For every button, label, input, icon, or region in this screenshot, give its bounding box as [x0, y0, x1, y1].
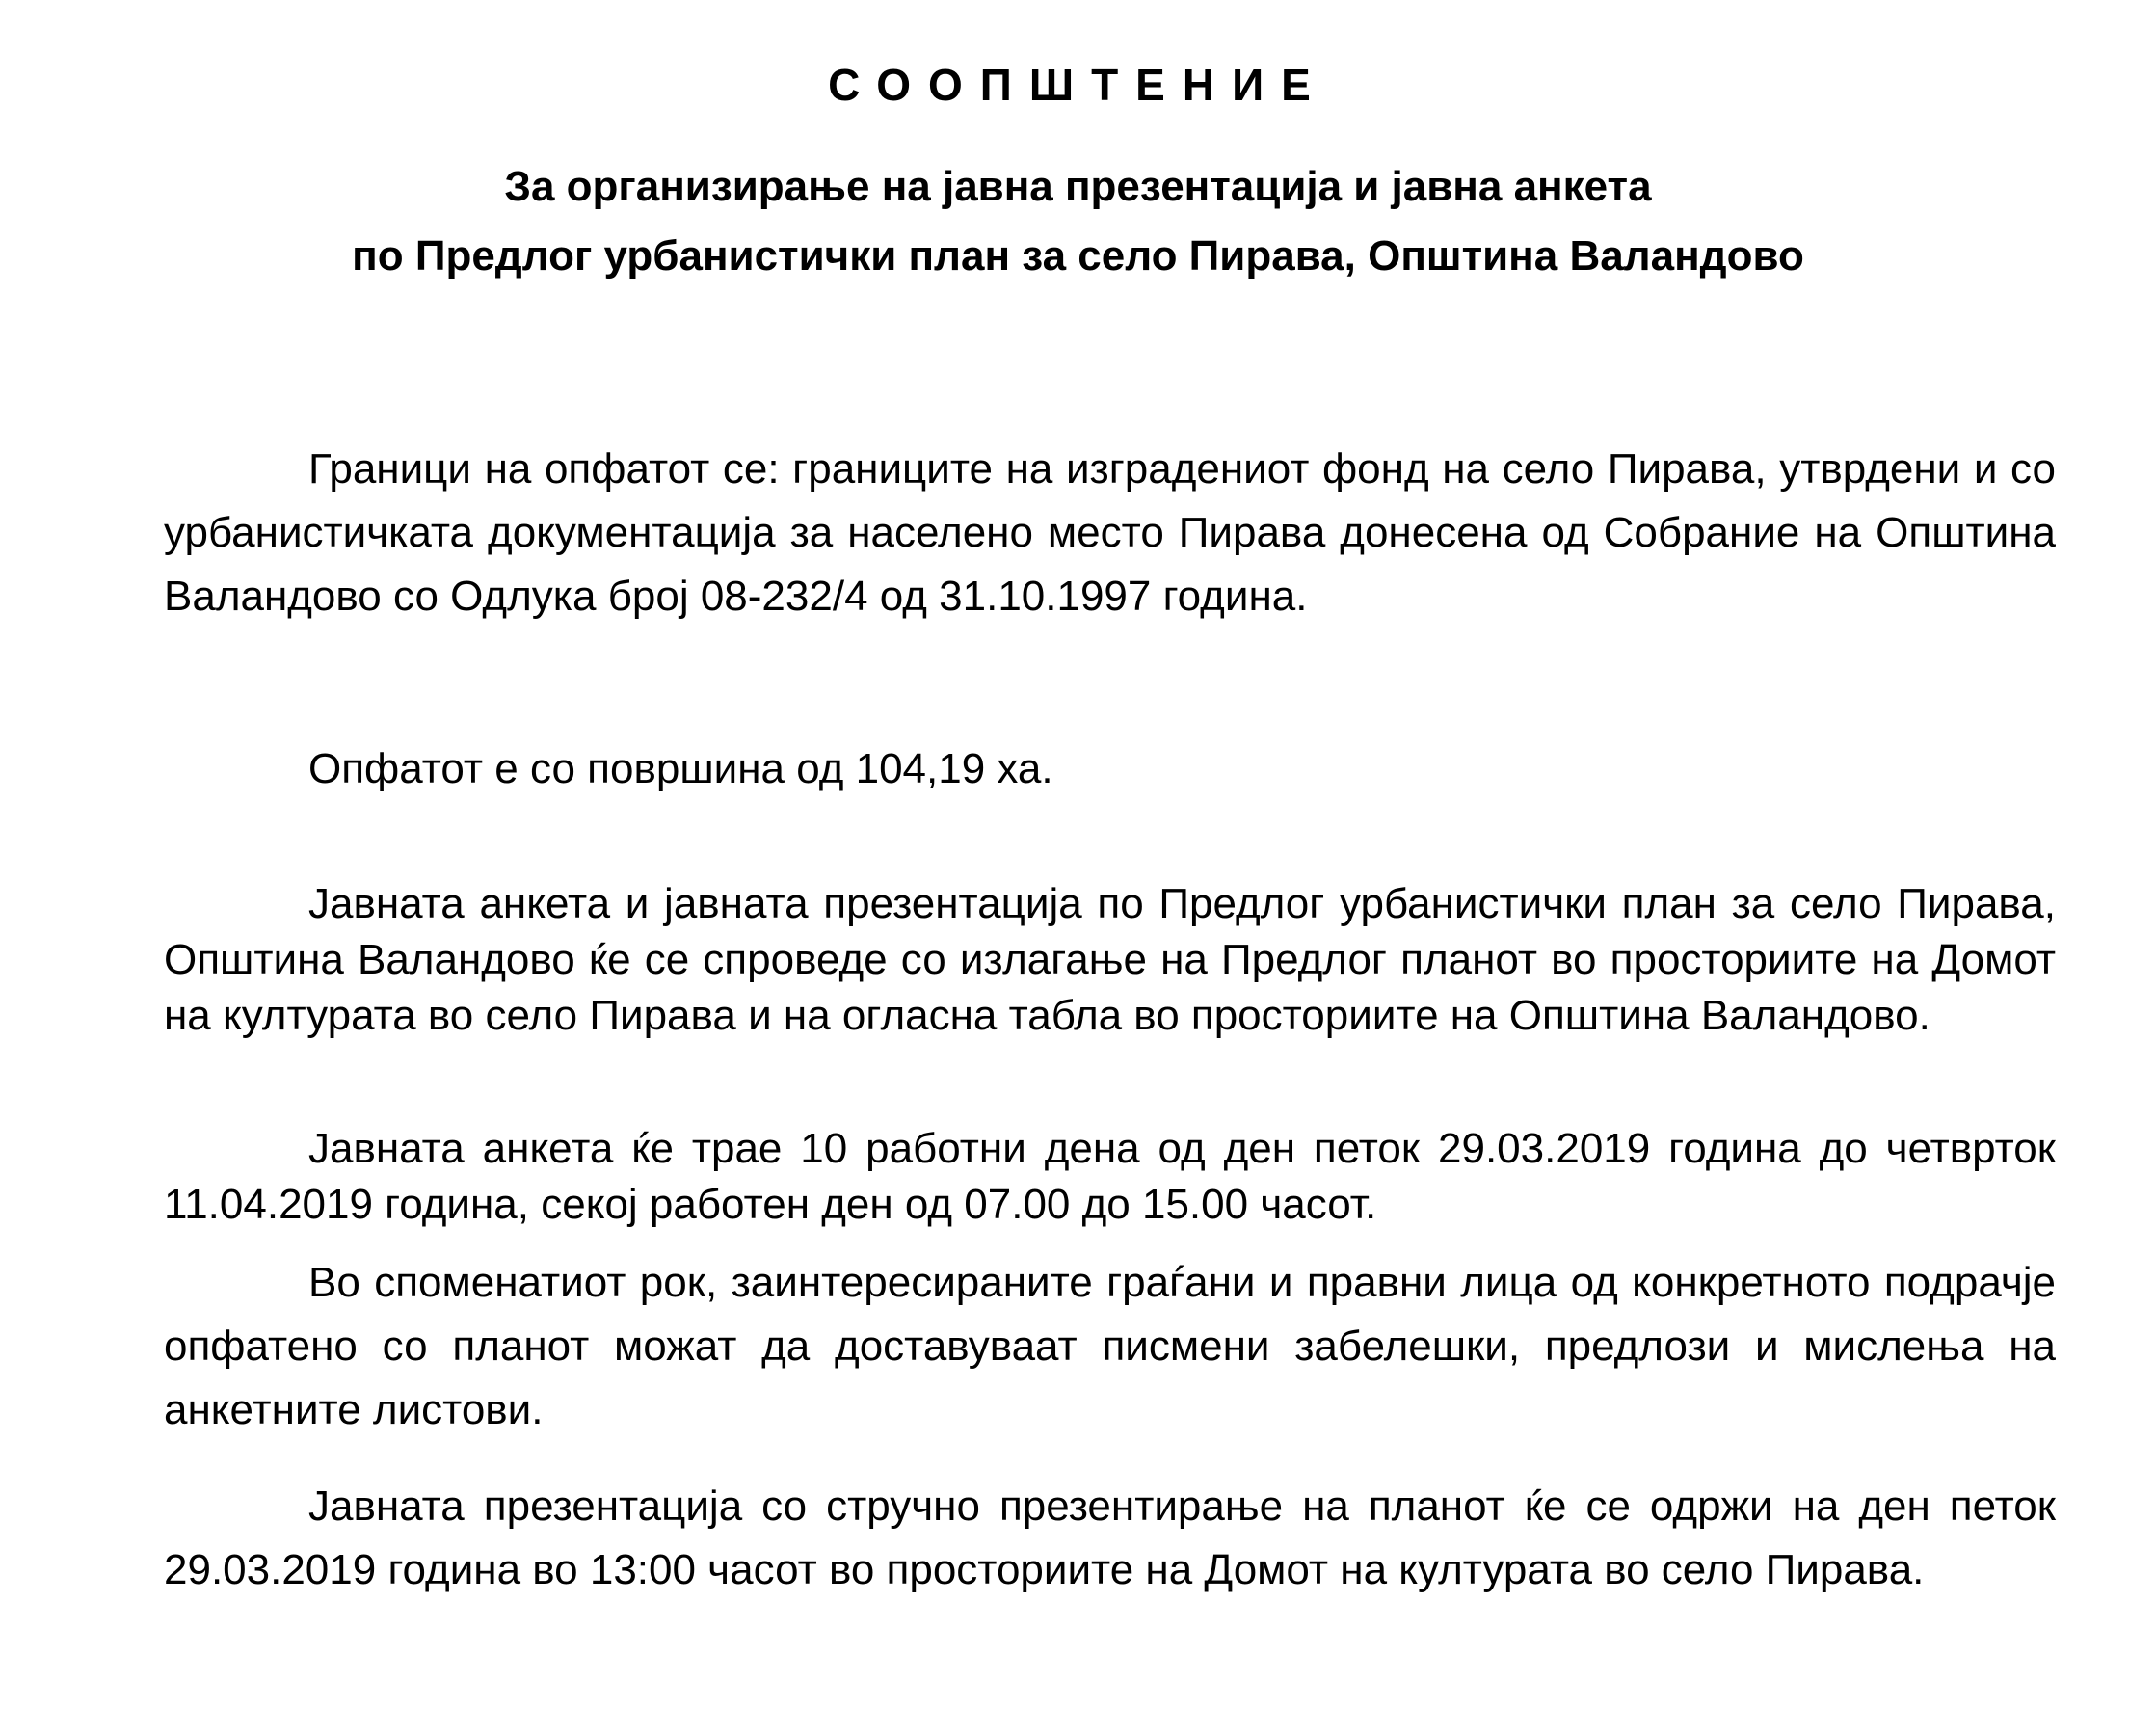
document-title: СООПШТЕНИЕ [828, 60, 1328, 110]
paragraph-survey-location: Јавната анкета и јавната презентација по Предлог урбанистички план за село Пирава, Општина Валандово ќе се спроведе со излагање на Предлог планот во просториите на Домот на културата во село Пирава и на огласна табла во просториите на Општина Валандово. [164, 880, 2056, 1039]
document-subtitle-line-2: по Предлог урбанистички план за село Пирава, Општина Валандово [352, 232, 1804, 280]
paragraph-scope-area: Опфатот е со површина од 104,19 ха. [308, 745, 1053, 792]
paragraph-scope-boundaries: Граници на опфатот се: границите на изградениот фонд на село Пирава, утврдени и со урбанистичката документација за населено место Пирава донесена од Собрание на Општина Валандово со Одлука број 08-232/4 од 31.10.1997 година. [164, 445, 2056, 620]
paragraph-survey-duration: Јавната анкета ќе трае 10 работни дена од ден петок 29.03.2019 година до четврток 11.04.2019 година, секој работен ден од 07.00 до 15.00 часот. [164, 1125, 2056, 1228]
document-subtitle-line-1: За организирање на јавна презентација и јавна анкета [504, 163, 1652, 210]
paragraph-submissions: Во споменатиот рок, заинтересираните граѓани и правни лица од конкретното подрачје опфатено со планот можат да доставуваат писмени забелешки, предлози и мислења на анкетните листови. [164, 1259, 2056, 1433]
paragraph-presentation: Јавната презентација со стручно презентирање на планот ќе се одржи на ден петок 29.03.2019 година во 13:00 часот во просториите на Домот на културата во село Пирава. [164, 1482, 2056, 1593]
